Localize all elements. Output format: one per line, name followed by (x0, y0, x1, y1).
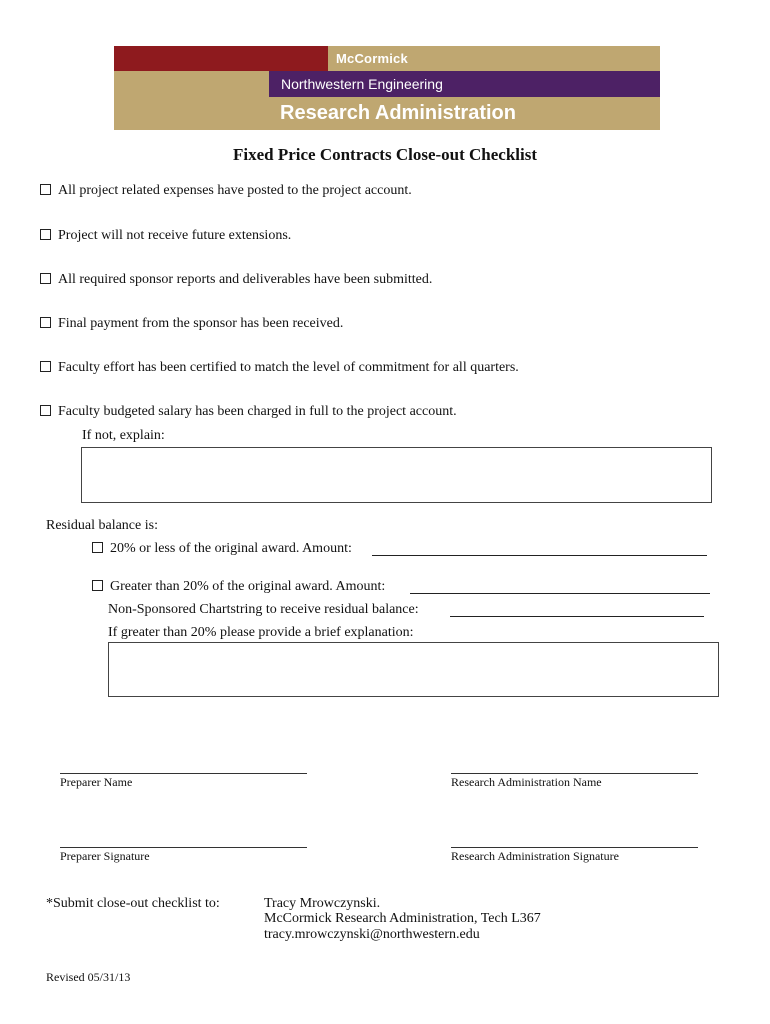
checkbox[interactable] (92, 580, 103, 591)
preparer-name-label: Preparer Name (60, 775, 133, 789)
checkbox[interactable] (40, 361, 51, 372)
chartstring-label: Non-Sponsored Chartstring to receive residual balance: (108, 602, 419, 617)
amount-field-over-20[interactable] (410, 593, 710, 594)
residual-balance-label: Residual balance is: (46, 518, 158, 533)
preparer-signature-line[interactable] (60, 847, 307, 848)
checkbox[interactable] (40, 317, 51, 328)
checklist-item-label: Faculty effort has been certified to match the level of commitment for all quarters. (58, 360, 519, 375)
revised-date: Revised 05/31/13 (46, 970, 131, 984)
checklist-item-reports (40, 272, 432, 288)
explain-textarea[interactable] (81, 447, 712, 503)
checklist-item-label: Final payment from the sponsor has been received. (58, 316, 344, 331)
submit-contact-office: McCormick Research Administration, Tech L367 (264, 911, 541, 926)
checklist-item-final-payment (40, 316, 343, 332)
checkbox[interactable] (40, 229, 51, 240)
ra-signature-line[interactable] (451, 847, 698, 848)
checklist-item-expenses (40, 183, 412, 199)
checkbox[interactable] (40, 273, 51, 284)
checklist-item-label: Faculty budgeted salary has been charged in full to the project account. (58, 404, 457, 419)
northwestern-engineering-text: Northwestern Engineering (281, 76, 443, 92)
page-title: Fixed Price Contracts Close-out Checklist (232, 145, 538, 164)
ra-name-label: Research Administration Name (451, 775, 602, 789)
ra-signature-label: Research Administration Signature (451, 849, 619, 863)
residual-option-label: Greater than 20% of the original award. Amount: (110, 579, 386, 594)
mccormick-bar (114, 46, 328, 71)
checklist-item-salary (40, 404, 457, 420)
residual-option-label: 20% or less of the original award. Amount: (110, 541, 352, 556)
checklist-item-effort (40, 360, 519, 376)
submit-label: *Submit close-out checklist to: (46, 896, 220, 911)
explanation-textarea[interactable] (108, 642, 719, 697)
submit-contact-email[interactable]: tracy.mrowczynski@northwestern.edu (264, 927, 480, 942)
checkbox[interactable] (40, 184, 51, 195)
checklist-item-label: All required sponsor reports and deliverables have been submitted. (58, 272, 433, 287)
ra-name-line[interactable] (451, 773, 698, 774)
amount-field-under-20[interactable] (372, 555, 707, 556)
residual-option-over-20 (92, 579, 385, 595)
chartstring-field[interactable] (450, 616, 704, 617)
preparer-name-line[interactable] (60, 773, 307, 774)
residual-option-under-20 (92, 541, 352, 557)
if-not-explain-label: If not, explain: (82, 428, 165, 443)
checklist-item-label: All project related expenses have posted to the project account. (58, 183, 412, 198)
northwestern-bar (269, 71, 660, 97)
checklist-item-label: Project will not receive future extensions. (58, 228, 292, 243)
checkbox[interactable] (92, 542, 103, 553)
research-administration-text: Research Administration (280, 102, 516, 124)
mccormick-logo-text: McCormick (336, 51, 408, 66)
preparer-signature-label: Preparer Signature (60, 849, 150, 863)
checklist-item-extensions (40, 228, 291, 244)
checkbox[interactable] (40, 405, 51, 416)
header-banner (114, 46, 660, 130)
submit-contact-name: Tracy Mrowczynski. (264, 896, 381, 911)
explanation-label: If greater than 20% please provide a brief explanation: (108, 625, 414, 640)
